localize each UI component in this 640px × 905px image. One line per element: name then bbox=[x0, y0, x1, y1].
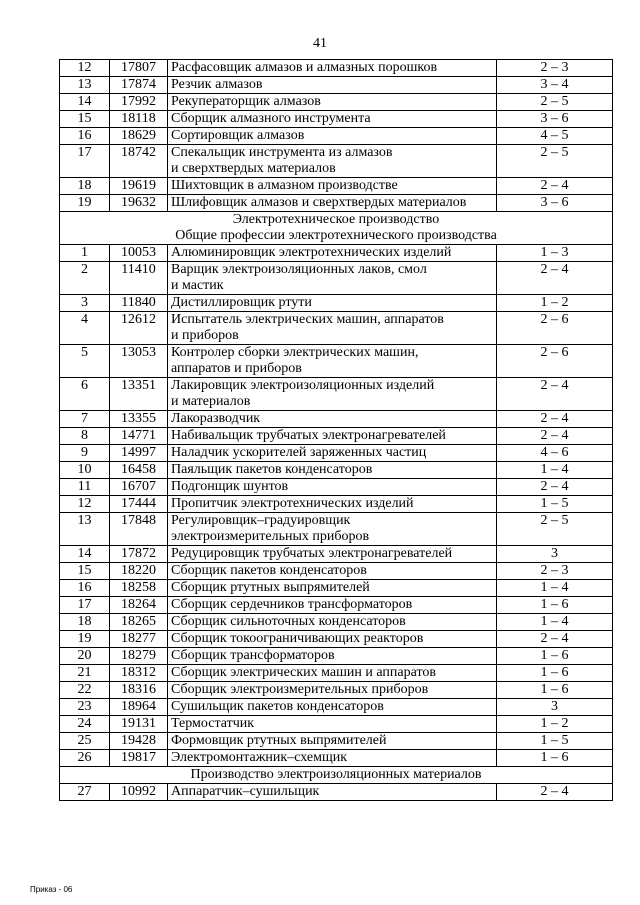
code-cell: 18312 bbox=[110, 665, 168, 682]
code-cell: 18264 bbox=[110, 597, 168, 614]
grade-range-cell: 2 – 4 bbox=[497, 631, 613, 648]
profession-name-cell bbox=[168, 345, 497, 378]
profession-name-cell bbox=[168, 665, 497, 682]
profession-name-cell bbox=[168, 60, 497, 77]
row-number-cell: 8 bbox=[60, 428, 110, 445]
table-row bbox=[60, 784, 613, 801]
profession-name-line: Электромонтажник–схемщик bbox=[171, 750, 348, 765]
table-row bbox=[60, 145, 613, 178]
row-number-cell: 6 bbox=[60, 378, 110, 411]
table-row bbox=[60, 479, 613, 496]
table-row bbox=[60, 716, 613, 733]
code-cell: 19131 bbox=[110, 716, 168, 733]
row-number-cell: 11 bbox=[60, 479, 110, 496]
profession-name-line: аппаратов и приборов bbox=[171, 361, 302, 376]
grade-range-cell: 1 – 3 bbox=[497, 245, 613, 262]
profession-name-line: Формовщик ртутных выпрямителей bbox=[171, 733, 387, 748]
profession-name-line: Шлифовщик алмазов и сверхтвердых материалов bbox=[171, 195, 467, 210]
row-number-cell: 21 bbox=[60, 665, 110, 682]
table-row bbox=[60, 262, 613, 295]
profession-name-line: и сверхтвердых материалов bbox=[171, 161, 336, 176]
row-number-cell: 12 bbox=[60, 496, 110, 513]
code-cell: 19817 bbox=[110, 750, 168, 767]
profession-name-cell bbox=[168, 262, 497, 295]
profession-name-line: Лакоразводчик bbox=[171, 411, 261, 426]
table-row bbox=[60, 614, 613, 631]
code-cell: 19428 bbox=[110, 733, 168, 750]
profession-name-cell bbox=[168, 614, 497, 631]
profession-name-cell bbox=[168, 312, 497, 345]
section-title bbox=[60, 212, 613, 245]
profession-name-line: Наладчик ускорителей заряженных частиц bbox=[171, 445, 427, 460]
profession-name-cell bbox=[168, 445, 497, 462]
table-body-diamond bbox=[60, 60, 613, 212]
code-cell: 14997 bbox=[110, 445, 168, 462]
profession-name-cell bbox=[168, 411, 497, 428]
table-row bbox=[60, 378, 613, 411]
profession-name-line: Сборщик трансформаторов bbox=[171, 648, 335, 663]
code-cell: 18316 bbox=[110, 682, 168, 699]
table-row bbox=[60, 563, 613, 580]
profession-name-line: Рекуператорщик алмазов bbox=[171, 94, 321, 109]
profession-name-line: Испытатель электрических машин, аппаратов bbox=[171, 312, 444, 327]
profession-name-cell bbox=[168, 245, 497, 262]
row-number-cell: 18 bbox=[60, 614, 110, 631]
grade-range-cell: 3 – 6 bbox=[497, 111, 613, 128]
profession-name-cell bbox=[168, 513, 497, 546]
profession-name-line: Пропитчик электротехнических изделий bbox=[171, 496, 414, 511]
row-number-cell: 24 bbox=[60, 716, 110, 733]
table-row bbox=[60, 648, 613, 665]
row-number-cell: 20 bbox=[60, 648, 110, 665]
footer-mark: Приказ - 06 bbox=[30, 885, 73, 894]
table-row bbox=[60, 496, 613, 513]
profession-name-line: Набивальщик трубчатых электронагревателей bbox=[171, 428, 446, 443]
profession-name-line: Сборщик пакетов конденсаторов bbox=[171, 563, 367, 578]
grade-range-cell: 1 – 5 bbox=[497, 496, 613, 513]
row-number-cell: 12 bbox=[60, 60, 110, 77]
code-cell: 16707 bbox=[110, 479, 168, 496]
grade-range-cell: 1 – 5 bbox=[497, 733, 613, 750]
table-body-electrotechnical bbox=[60, 245, 613, 767]
row-number-cell: 26 bbox=[60, 750, 110, 767]
grade-range-cell: 1 – 6 bbox=[497, 750, 613, 767]
profession-name-cell bbox=[168, 77, 497, 94]
grade-range-cell: 2 – 3 bbox=[497, 60, 613, 77]
grade-range-cell: 2 – 5 bbox=[497, 145, 613, 178]
grade-range-cell: 1 – 6 bbox=[497, 665, 613, 682]
profession-name-cell bbox=[168, 631, 497, 648]
profession-name-line: Аппаратчик–сушильщик bbox=[171, 784, 320, 799]
row-number-cell: 19 bbox=[60, 631, 110, 648]
profession-name-cell bbox=[168, 496, 497, 513]
profession-name-line: Сборщик алмазного инструмента bbox=[171, 111, 371, 126]
code-cell: 13351 bbox=[110, 378, 168, 411]
profession-name-line: Сборщик электрических машин и аппаратов bbox=[171, 665, 437, 680]
code-cell: 18279 bbox=[110, 648, 168, 665]
table-row bbox=[60, 312, 613, 345]
profession-name-line: Резчик алмазов bbox=[171, 77, 263, 92]
code-cell: 18258 bbox=[110, 580, 168, 597]
profession-name-cell bbox=[168, 597, 497, 614]
grade-range-cell: 4 – 5 bbox=[497, 128, 613, 145]
table-row bbox=[60, 60, 613, 77]
grade-range-cell: 2 – 4 bbox=[497, 411, 613, 428]
grade-range-cell: 1 – 4 bbox=[497, 614, 613, 631]
profession-name-cell bbox=[168, 716, 497, 733]
profession-name-line: и материалов bbox=[171, 394, 251, 409]
profession-name-line: Алюминировщик электротехнических изделий bbox=[171, 245, 452, 260]
grade-range-cell: 2 – 4 bbox=[497, 784, 613, 801]
profession-name-line: Сборщик электроизмерительных приборов bbox=[171, 682, 429, 697]
code-cell: 11840 bbox=[110, 295, 168, 312]
grade-range-cell: 2 – 5 bbox=[497, 513, 613, 546]
profession-name-cell bbox=[168, 479, 497, 496]
row-number-cell: 4 bbox=[60, 312, 110, 345]
profession-name-cell bbox=[168, 580, 497, 597]
row-number-cell: 22 bbox=[60, 682, 110, 699]
profession-name-cell bbox=[168, 784, 497, 801]
profession-name-line: Регулировщик–градуировщик bbox=[171, 513, 351, 528]
profession-name-line: Термостатчик bbox=[171, 716, 255, 731]
table-row bbox=[60, 195, 613, 212]
profession-name-line: Контролер сборки электрических машин, bbox=[171, 345, 419, 360]
profession-name-cell bbox=[168, 682, 497, 699]
profession-name-line: Сортировщик алмазов bbox=[171, 128, 305, 143]
profession-name-line: Варщик электроизоляционных лаков, смол bbox=[171, 262, 427, 277]
profession-name-line: Сборщик ртутных выпрямителей bbox=[171, 580, 370, 595]
row-number-cell: 15 bbox=[60, 563, 110, 580]
profession-name-cell bbox=[168, 699, 497, 716]
row-number-cell: 16 bbox=[60, 580, 110, 597]
table-row bbox=[60, 631, 613, 648]
code-cell: 17444 bbox=[110, 496, 168, 513]
row-number-cell: 15 bbox=[60, 111, 110, 128]
row-number-cell: 18 bbox=[60, 178, 110, 195]
code-cell: 19632 bbox=[110, 195, 168, 212]
row-number-cell: 16 bbox=[60, 128, 110, 145]
row-number-cell: 25 bbox=[60, 733, 110, 750]
table-row bbox=[60, 733, 613, 750]
grade-range-cell: 2 – 6 bbox=[497, 345, 613, 378]
code-cell: 18964 bbox=[110, 699, 168, 716]
grade-range-cell: 1 – 2 bbox=[497, 716, 613, 733]
profession-name-cell bbox=[168, 428, 497, 445]
table-row bbox=[60, 580, 613, 597]
table-row bbox=[60, 295, 613, 312]
profession-name-line: Спекальщик инструмента из алмазов bbox=[171, 145, 393, 160]
code-cell: 11410 bbox=[110, 262, 168, 295]
profession-name-cell bbox=[168, 733, 497, 750]
profession-name-line: Лакировщик электроизоляционных изделий bbox=[171, 378, 435, 393]
code-cell: 17807 bbox=[110, 60, 168, 77]
row-number-cell: 7 bbox=[60, 411, 110, 428]
row-number-cell: 17 bbox=[60, 145, 110, 178]
code-cell: 17848 bbox=[110, 513, 168, 546]
profession-name-line: Паяльщик пакетов конденсаторов bbox=[171, 462, 373, 477]
profession-name-cell bbox=[168, 648, 497, 665]
row-number-cell: 5 bbox=[60, 345, 110, 378]
profession-name-cell bbox=[168, 111, 497, 128]
profession-name-line: Сборщик токоограничивающих реакторов bbox=[171, 631, 424, 646]
profession-name-cell bbox=[168, 195, 497, 212]
profession-name-line: Дистиллировщик ртути bbox=[171, 295, 312, 310]
profession-name-line: и приборов bbox=[171, 328, 239, 343]
code-cell: 18629 bbox=[110, 128, 168, 145]
row-number-cell: 14 bbox=[60, 94, 110, 111]
code-cell: 19619 bbox=[110, 178, 168, 195]
profession-name-line: электроизмерительных приборов bbox=[171, 529, 370, 544]
profession-name-cell bbox=[168, 178, 497, 195]
professions-table bbox=[59, 59, 613, 801]
grade-range-cell: 1 – 6 bbox=[497, 682, 613, 699]
row-number-cell: 13 bbox=[60, 77, 110, 94]
code-cell: 18220 bbox=[110, 563, 168, 580]
table-row bbox=[60, 245, 613, 262]
row-number-cell: 17 bbox=[60, 597, 110, 614]
grade-range-cell: 2 – 4 bbox=[497, 479, 613, 496]
table-row bbox=[60, 445, 613, 462]
code-cell: 18742 bbox=[110, 145, 168, 178]
section-title bbox=[60, 767, 613, 784]
table-row bbox=[60, 411, 613, 428]
profession-name-line: Подгонщик шунтов bbox=[171, 479, 289, 494]
code-cell: 14771 bbox=[110, 428, 168, 445]
row-number-cell: 9 bbox=[60, 445, 110, 462]
profession-name-line: Сборщик сильноточных конденсаторов bbox=[171, 614, 406, 629]
table-row bbox=[60, 462, 613, 479]
grade-range-cell: 4 – 6 bbox=[497, 445, 613, 462]
grade-range-cell: 3 bbox=[497, 546, 613, 563]
grade-range-cell: 2 – 6 bbox=[497, 312, 613, 345]
table-row bbox=[60, 111, 613, 128]
grade-range-cell: 3 bbox=[497, 699, 613, 716]
profession-name-line: Редуцировщик трубчатых электронагревателей bbox=[171, 546, 453, 561]
profession-name-line: Шихтовщик в алмазном производстве bbox=[171, 178, 398, 193]
section-title-line2: Общие профессии электротехнического производства bbox=[175, 228, 497, 243]
grade-range-cell: 1 – 4 bbox=[497, 462, 613, 479]
grade-range-cell: 3 – 6 bbox=[497, 195, 613, 212]
profession-name-line: Сушильщик пакетов конденсаторов bbox=[171, 699, 384, 714]
profession-name-line: и мастик bbox=[171, 278, 224, 293]
grade-range-cell: 2 – 3 bbox=[497, 563, 613, 580]
row-number-cell: 3 bbox=[60, 295, 110, 312]
profession-name-cell bbox=[168, 94, 497, 111]
profession-name-cell bbox=[168, 563, 497, 580]
row-number-cell: 1 bbox=[60, 245, 110, 262]
code-cell: 16458 bbox=[110, 462, 168, 479]
section-header-insulation bbox=[60, 767, 613, 784]
profession-name-line: Расфасовщик алмазов и алмазных порошков bbox=[171, 60, 438, 75]
grade-range-cell: 2 – 4 bbox=[497, 378, 613, 411]
table-row bbox=[60, 682, 613, 699]
profession-name-cell bbox=[168, 128, 497, 145]
code-cell: 17872 bbox=[110, 546, 168, 563]
code-cell: 18265 bbox=[110, 614, 168, 631]
grade-range-cell: 2 – 4 bbox=[497, 428, 613, 445]
grade-range-cell: 1 – 6 bbox=[497, 648, 613, 665]
profession-name-cell bbox=[168, 145, 497, 178]
grade-range-cell: 1 – 4 bbox=[497, 580, 613, 597]
table-row bbox=[60, 546, 613, 563]
profession-name-cell bbox=[168, 295, 497, 312]
section-title-line1: Производство электроизоляционных материалов bbox=[190, 767, 482, 782]
code-cell: 12612 bbox=[110, 312, 168, 345]
row-number-cell: 13 bbox=[60, 513, 110, 546]
grade-range-cell: 3 – 4 bbox=[497, 77, 613, 94]
code-cell: 18277 bbox=[110, 631, 168, 648]
table-row bbox=[60, 345, 613, 378]
section-header-electrotechnical bbox=[60, 212, 613, 245]
grade-range-cell: 2 – 4 bbox=[497, 262, 613, 295]
grade-range-cell: 1 – 6 bbox=[497, 597, 613, 614]
table-row bbox=[60, 178, 613, 195]
section-title-line1: Электротехническое производство bbox=[232, 212, 440, 227]
code-cell: 13355 bbox=[110, 411, 168, 428]
grade-range-cell: 1 – 2 bbox=[497, 295, 613, 312]
row-number-cell: 23 bbox=[60, 699, 110, 716]
row-number-cell: 14 bbox=[60, 546, 110, 563]
code-cell: 17992 bbox=[110, 94, 168, 111]
code-cell: 10053 bbox=[110, 245, 168, 262]
table-row bbox=[60, 750, 613, 767]
code-cell: 10992 bbox=[110, 784, 168, 801]
table-row bbox=[60, 665, 613, 682]
table-row bbox=[60, 699, 613, 716]
table-row bbox=[60, 77, 613, 94]
row-number-cell: 27 bbox=[60, 784, 110, 801]
table-body-insulation bbox=[60, 784, 613, 801]
code-cell: 17874 bbox=[110, 77, 168, 94]
code-cell: 13053 bbox=[110, 345, 168, 378]
profession-name-cell bbox=[168, 378, 497, 411]
row-number-cell: 2 bbox=[60, 262, 110, 295]
table-row bbox=[60, 597, 613, 614]
grade-range-cell: 2 – 4 bbox=[497, 178, 613, 195]
code-cell: 18118 bbox=[110, 111, 168, 128]
page-number: 41 bbox=[313, 36, 327, 51]
grade-range-cell: 2 – 5 bbox=[497, 94, 613, 111]
table-row bbox=[60, 128, 613, 145]
profession-name-cell bbox=[168, 546, 497, 563]
row-number-cell: 10 bbox=[60, 462, 110, 479]
table-row bbox=[60, 513, 613, 546]
table-row bbox=[60, 94, 613, 111]
profession-name-cell bbox=[168, 750, 497, 767]
row-number-cell: 19 bbox=[60, 195, 110, 212]
profession-name-line: Сборщик сердечников трансформаторов bbox=[171, 597, 413, 612]
profession-name-cell bbox=[168, 462, 497, 479]
table-row bbox=[60, 428, 613, 445]
